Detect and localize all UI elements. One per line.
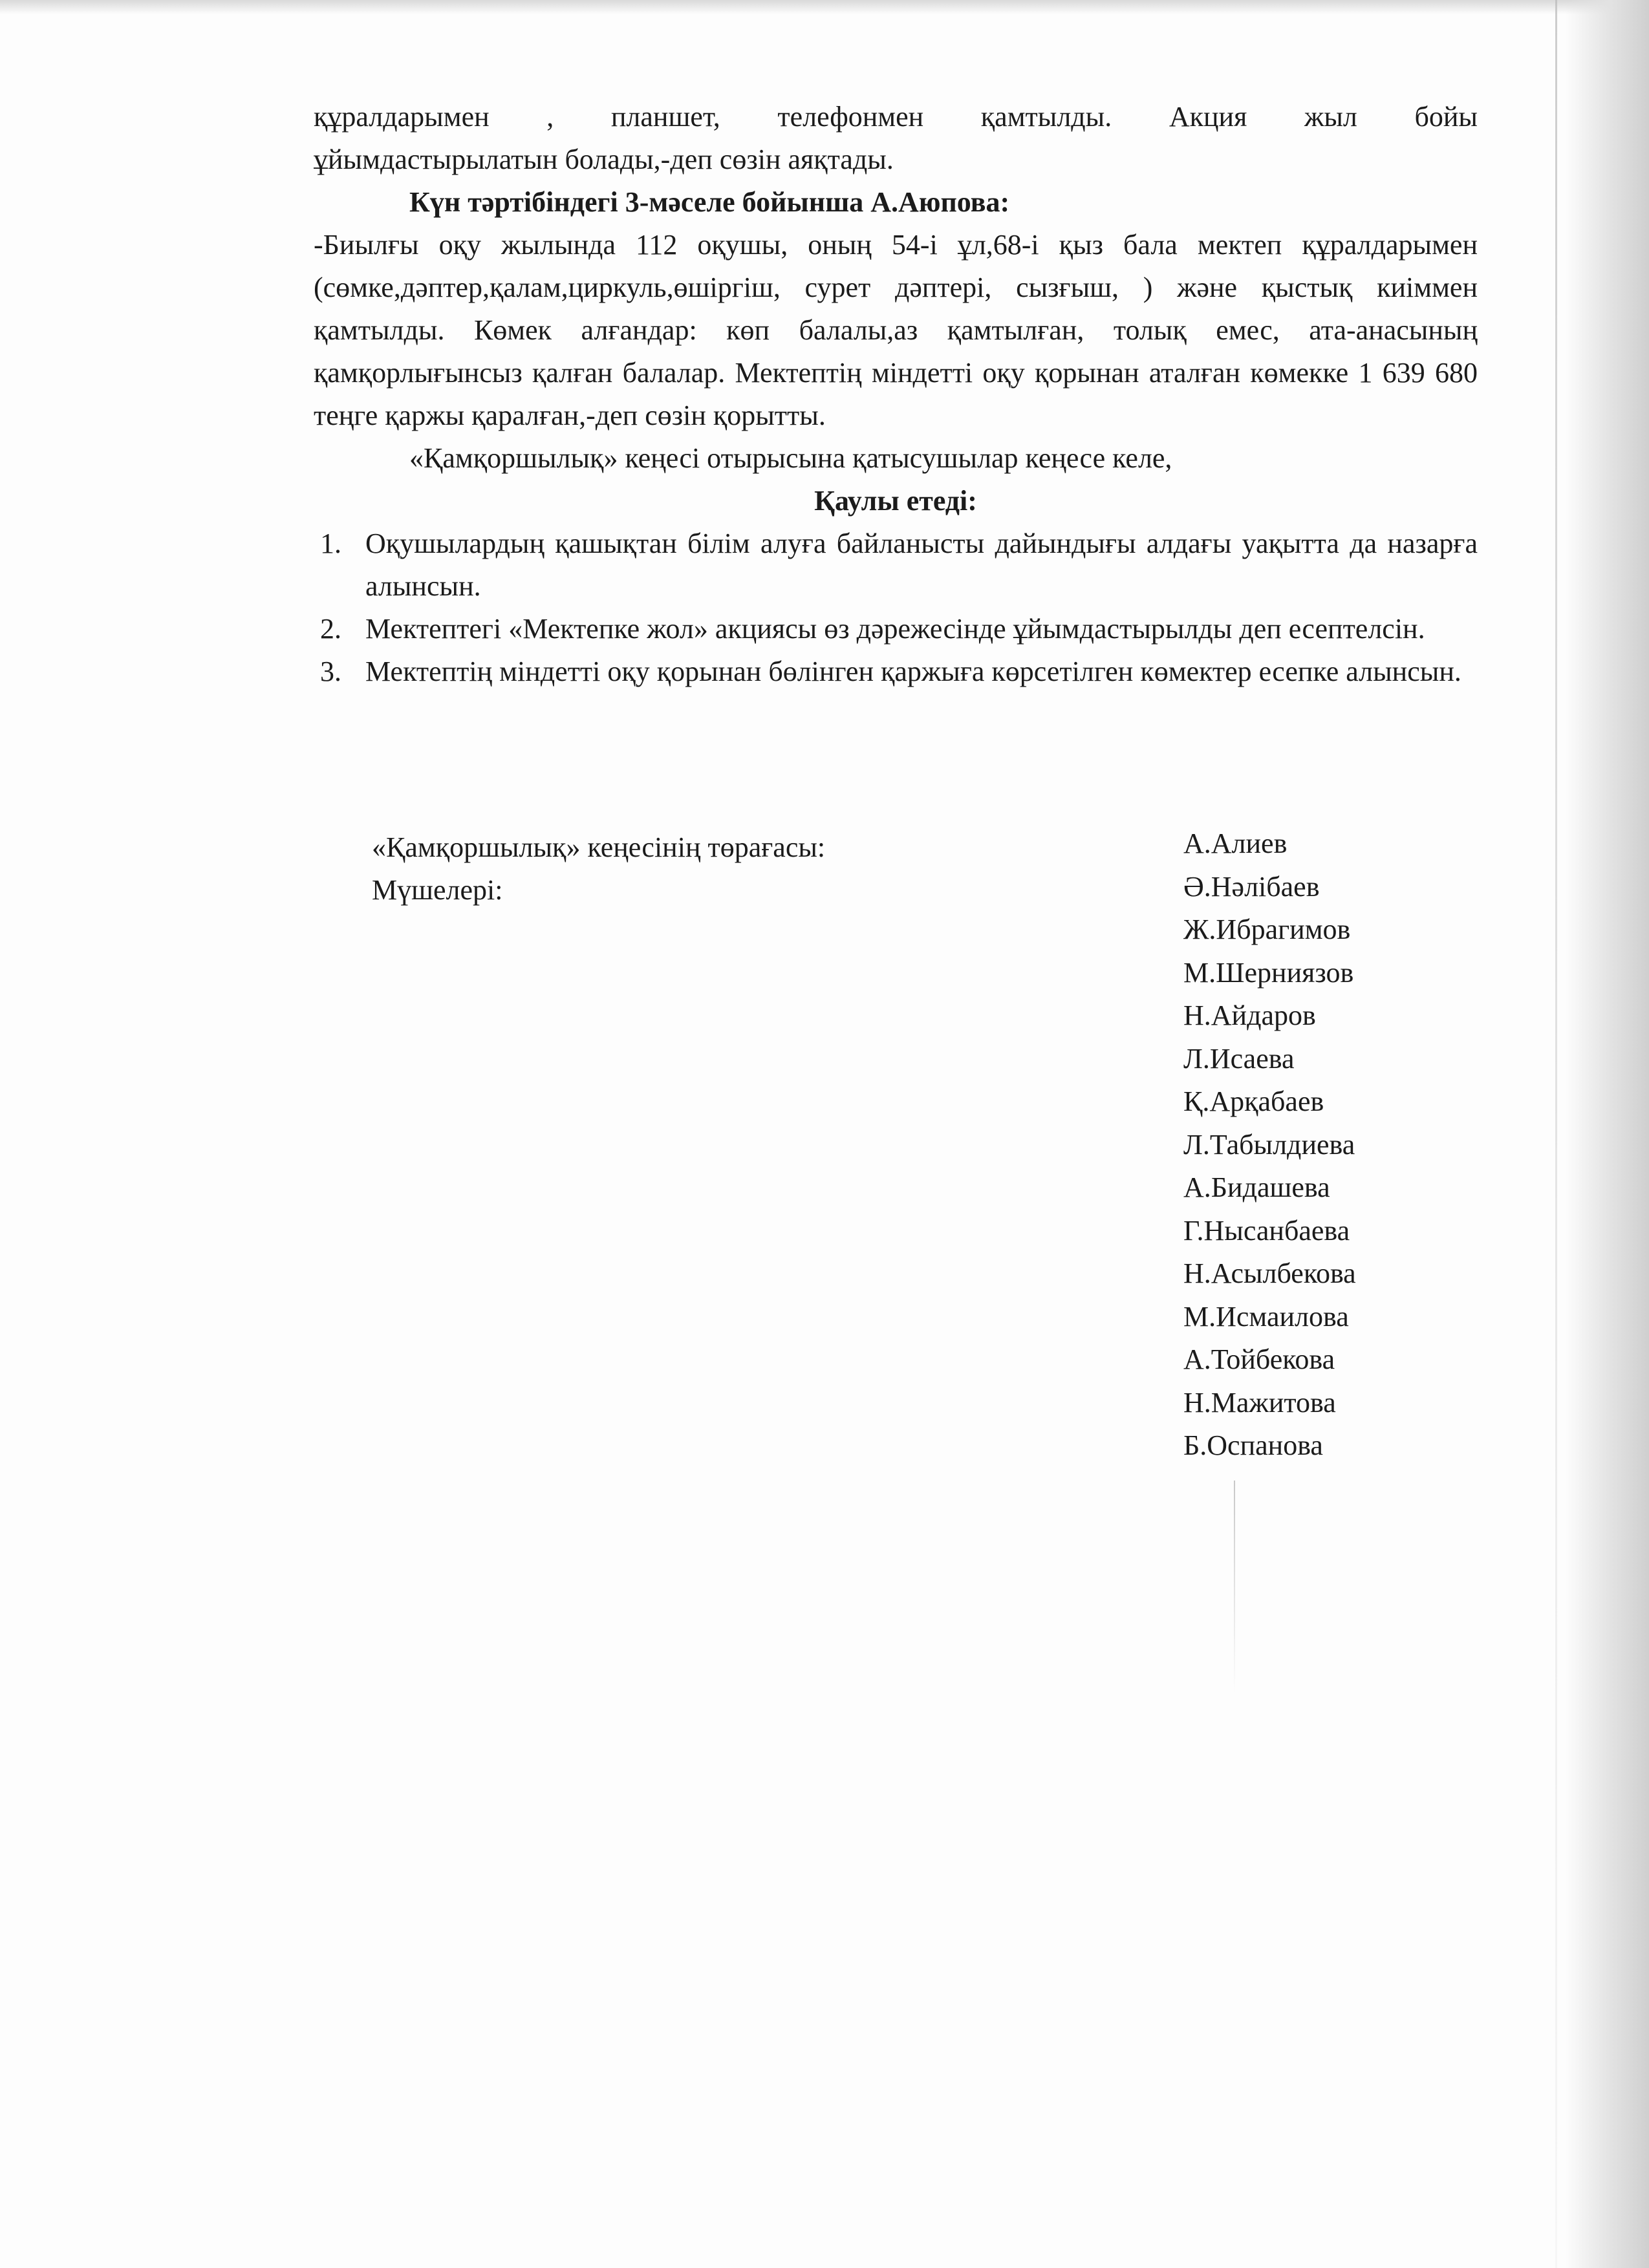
chair-label: «Қамқоршылық» кеңесінің төрағасы: — [372, 831, 826, 863]
members-label: Мүшелері: — [372, 874, 503, 906]
signatory-name: М.Шерниязов — [1183, 956, 1354, 989]
resolution-item — [314, 608, 1478, 650]
signatory-name: Л.Исаева — [1183, 1042, 1295, 1075]
signatory-list — [1183, 822, 1356, 1468]
resolution-item — [314, 650, 1478, 693]
signatory-name: М.Исмаилова — [1183, 1300, 1349, 1332]
resolution-number: 3. — [320, 656, 341, 687]
resolution-number: 2. — [320, 613, 341, 645]
signatory-name: Н.Мажитова — [1183, 1386, 1336, 1418]
signatory-name: Ж.Ибрагимов — [1183, 914, 1351, 945]
signatory-name: Н.Айдаров — [1183, 1000, 1316, 1031]
scan-edge-right — [1565, 0, 1649, 2268]
council-paragraph: «Қамқоршылық» кеңесі отырысына қатысушылар кеңесе келе, — [409, 442, 1172, 474]
signatory-name: Г.Нысанбаева — [1183, 1214, 1350, 1246]
resolution-number: 1. — [320, 528, 341, 559]
signatory-name: А.Бидашева — [1183, 1171, 1330, 1203]
signatory-name: Қ.Арқабаев — [1183, 1086, 1324, 1117]
intro-paragraph — [314, 96, 1478, 181]
signatory-name: Ә.Нәлібаев — [1183, 870, 1320, 903]
signatory-name: Б.Оспанова — [1183, 1429, 1323, 1461]
agenda-item-3-heading: Күн тәртібіндегі 3-мәселе бойынша А.Аюпова: — [409, 186, 1010, 218]
signatory-name: А.Тойбекова — [1183, 1343, 1335, 1375]
resolution-text: Мектептегі «Мектепке жол» акциясы өз дәрежесінде ұйымдастырылды деп есептелсін. — [365, 613, 1425, 645]
resolution-heading: Қаулы етеді: — [814, 485, 977, 517]
intro-line-1: құралдарымен , планшет, телефонмен қамтылды. Акция жыл бойы — [314, 101, 1478, 133]
signatory-name: Л.Табылдиева — [1183, 1128, 1355, 1161]
signature-labels — [372, 826, 825, 912]
agenda-item-3 — [314, 181, 1478, 693]
agenda-item-3-text: -Биылғы оқу жылында 112 оқушы, оның 54-і ұл,68-і қыз бала мектеп құралдарымен (сөмке,дәптер,қалам,циркуль,өшіргіш, сурет дәптері, сызғыш, ) және қыстық киіммен қамтылды. Көмек алғандар: көп балалы,аз қамтылған, толық емес, ата-анасының қамқорлығынсыз қалған балалар. Мектептің міндетті оқу қорынан аталған көмекке 1 639 680 теңге қаржы қаралған,-деп сөзін қорытты. — [314, 229, 1478, 431]
resolution-list — [314, 522, 1478, 693]
resolution-text: Мектептің міндетті оқу қорынан бөлінген қаржыға көрсетілген көмектер есепке алынсын. — [365, 656, 1461, 687]
resolution-text: Оқушылардың қашықтан білім алуға байланысты дайындығы алдағы уақытта да назарға алынсын. — [365, 528, 1478, 602]
scan-mark — [1234, 1481, 1235, 1694]
resolution-item — [314, 522, 1478, 608]
scan-edge-top — [0, 0, 1649, 14]
intro-line-2: ұйымдастырылатын болады,-деп сөзін аяқтады. — [314, 144, 894, 175]
scan-fold-line — [1555, 0, 1557, 2268]
signatory-name: Н.Асылбекова — [1183, 1257, 1356, 1289]
signatory-name: А.Алиев — [1183, 828, 1288, 859]
